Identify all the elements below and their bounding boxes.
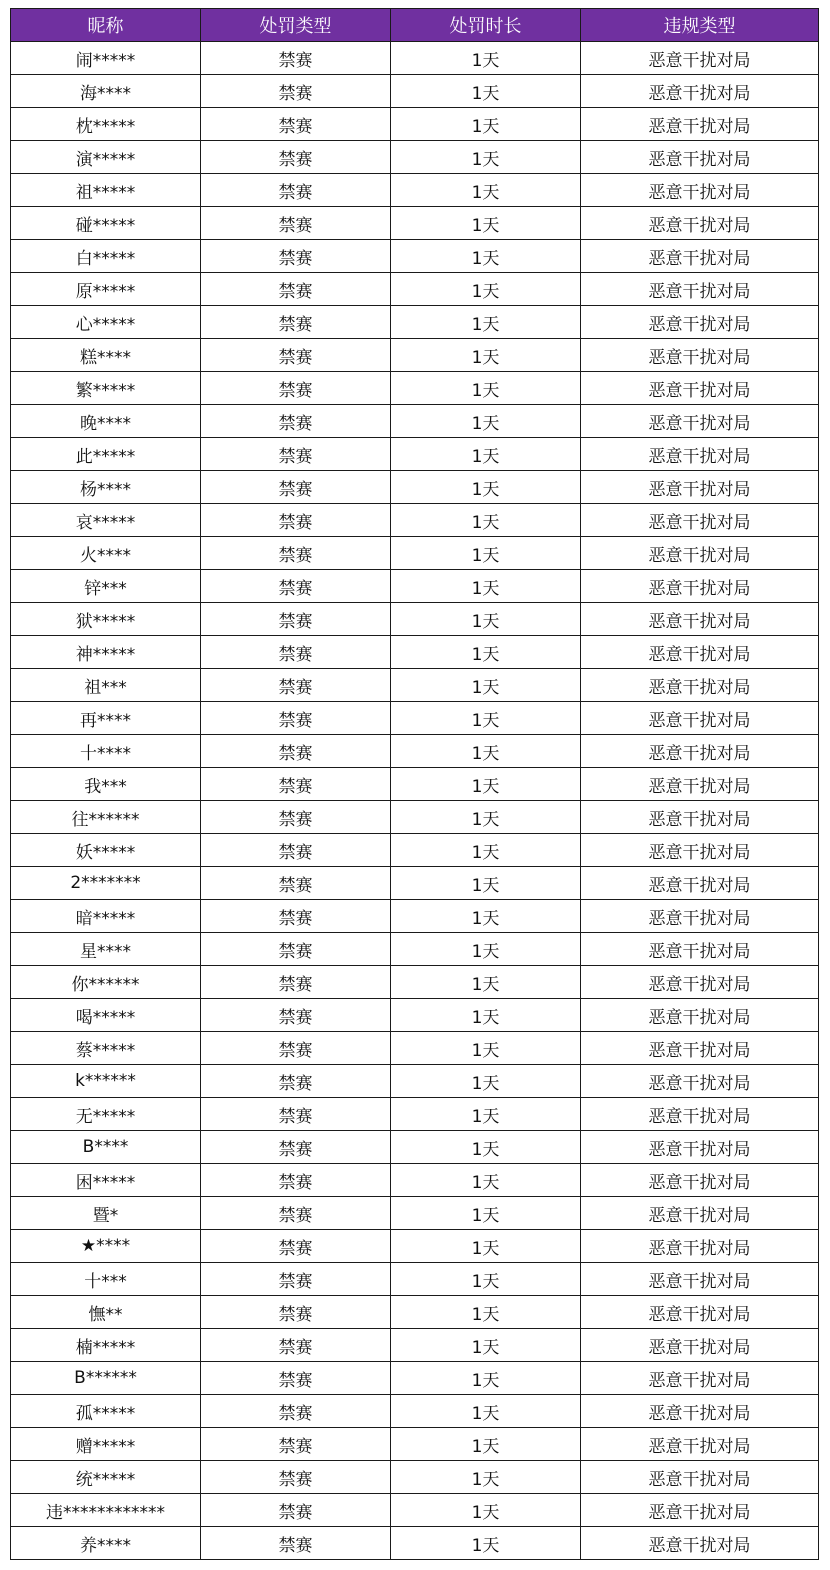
cell-penalty-type: 禁赛 (201, 405, 391, 438)
cell-violation-type: 恶意干扰对局 (581, 141, 819, 174)
table-row (11, 900, 819, 933)
cell-violation-type: 恶意干扰对局 (581, 1230, 819, 1263)
cell-nickname: 你****** (11, 966, 201, 999)
cell-nickname: 暨* (11, 1197, 201, 1230)
cell-penalty-type: 禁赛 (201, 1527, 391, 1560)
cell-violation-type: 恶意干扰对局 (581, 1032, 819, 1065)
cell-nickname: 火**** (11, 537, 201, 570)
cell-nickname: 楠***** (11, 1329, 201, 1362)
table-row (11, 1197, 819, 1230)
cell-nickname: 妖***** (11, 834, 201, 867)
table-row (11, 1395, 819, 1428)
table-row (11, 339, 819, 372)
table-row (11, 801, 819, 834)
cell-violation-type: 恶意干扰对局 (581, 900, 819, 933)
cell-penalty-type: 禁赛 (201, 867, 391, 900)
cell-nickname: 十*** (11, 1263, 201, 1296)
cell-violation-type: 恶意干扰对局 (581, 42, 819, 75)
table-row (11, 1428, 819, 1461)
table-row (11, 372, 819, 405)
cell-violation-type: 恶意干扰对局 (581, 405, 819, 438)
cell-penalty-type: 禁赛 (201, 1296, 391, 1329)
cell-penalty-type: 禁赛 (201, 1164, 391, 1197)
cell-penalty-duration: 1天 (391, 405, 581, 438)
table-row (11, 570, 819, 603)
cell-penalty-duration: 1天 (391, 1098, 581, 1131)
cell-nickname: 孤***** (11, 1395, 201, 1428)
cell-penalty-type: 禁赛 (201, 537, 391, 570)
cell-penalty-type: 禁赛 (201, 933, 391, 966)
cell-penalty-type: 禁赛 (201, 834, 391, 867)
cell-penalty-duration: 1天 (391, 933, 581, 966)
cell-penalty-type: 禁赛 (201, 603, 391, 636)
cell-penalty-duration: 1天 (391, 438, 581, 471)
table-row (11, 999, 819, 1032)
cell-penalty-type: 禁赛 (201, 1263, 391, 1296)
cell-penalty-type: 禁赛 (201, 735, 391, 768)
cell-violation-type: 恶意干扰对局 (581, 471, 819, 504)
cell-nickname: 祖***** (11, 174, 201, 207)
cell-nickname: 哀***** (11, 504, 201, 537)
cell-nickname: 我*** (11, 768, 201, 801)
cell-penalty-duration: 1天 (391, 108, 581, 141)
header-penalty-type: 处罚类型 (201, 9, 391, 42)
cell-violation-type: 恶意干扰对局 (581, 1065, 819, 1098)
table-row (11, 1296, 819, 1329)
table-row (11, 768, 819, 801)
cell-nickname: 赠***** (11, 1428, 201, 1461)
cell-penalty-type: 禁赛 (201, 999, 391, 1032)
cell-penalty-type: 禁赛 (201, 141, 391, 174)
cell-nickname: 十**** (11, 735, 201, 768)
table-row (11, 636, 819, 669)
cell-nickname: 糕**** (11, 339, 201, 372)
cell-nickname: 无***** (11, 1098, 201, 1131)
table-row (11, 834, 819, 867)
cell-penalty-type: 禁赛 (201, 1362, 391, 1395)
cell-nickname: 暗***** (11, 900, 201, 933)
cell-nickname: 枕***** (11, 108, 201, 141)
cell-penalty-type: 禁赛 (201, 1065, 391, 1098)
cell-penalty-type: 禁赛 (201, 75, 391, 108)
cell-penalty-type: 禁赛 (201, 207, 391, 240)
cell-violation-type: 恶意干扰对局 (581, 1329, 819, 1362)
cell-penalty-type: 禁赛 (201, 1395, 391, 1428)
cell-penalty-duration: 1天 (391, 75, 581, 108)
cell-penalty-type: 禁赛 (201, 372, 391, 405)
cell-violation-type: 恶意干扰对局 (581, 75, 819, 108)
cell-penalty-duration: 1天 (391, 504, 581, 537)
cell-violation-type: 恶意干扰对局 (581, 570, 819, 603)
cell-violation-type: 恶意干扰对局 (581, 702, 819, 735)
table-row (11, 471, 819, 504)
cell-violation-type: 恶意干扰对局 (581, 1296, 819, 1329)
table-row (11, 240, 819, 273)
header-nickname: 昵称 (11, 9, 201, 42)
cell-nickname: 心***** (11, 306, 201, 339)
cell-nickname: B****** (11, 1362, 201, 1395)
cell-penalty-type: 禁赛 (201, 1494, 391, 1527)
cell-nickname: 再**** (11, 702, 201, 735)
cell-nickname: 统***** (11, 1461, 201, 1494)
table-row (11, 438, 819, 471)
cell-penalty-duration: 1天 (391, 372, 581, 405)
cell-nickname: 此***** (11, 438, 201, 471)
cell-penalty-duration: 1天 (391, 1197, 581, 1230)
cell-violation-type: 恶意干扰对局 (581, 537, 819, 570)
cell-penalty-duration: 1天 (391, 1527, 581, 1560)
cell-penalty-duration: 1天 (391, 1362, 581, 1395)
cell-penalty-duration: 1天 (391, 966, 581, 999)
table-row (11, 1329, 819, 1362)
cell-violation-type: 恶意干扰对局 (581, 867, 819, 900)
table-row (11, 1362, 819, 1395)
cell-nickname: 演***** (11, 141, 201, 174)
table-row (11, 108, 819, 141)
cell-penalty-type: 禁赛 (201, 273, 391, 306)
table-header (11, 9, 819, 42)
cell-violation-type: 恶意干扰对局 (581, 603, 819, 636)
cell-penalty-type: 禁赛 (201, 339, 391, 372)
cell-nickname: 繁***** (11, 372, 201, 405)
cell-penalty-duration: 1天 (391, 1065, 581, 1098)
cell-violation-type: 恶意干扰对局 (581, 339, 819, 372)
cell-violation-type: 恶意干扰对局 (581, 1131, 819, 1164)
cell-penalty-duration: 1天 (391, 1131, 581, 1164)
cell-nickname: 原***** (11, 273, 201, 306)
cell-penalty-duration: 1天 (391, 240, 581, 273)
table-row (11, 1461, 819, 1494)
cell-penalty-duration: 1天 (391, 1263, 581, 1296)
cell-violation-type: 恶意干扰对局 (581, 966, 819, 999)
cell-penalty-type: 禁赛 (201, 570, 391, 603)
cell-nickname: 星**** (11, 933, 201, 966)
cell-nickname: k****** (11, 1065, 201, 1098)
cell-penalty-duration: 1天 (391, 702, 581, 735)
table-row (11, 603, 819, 636)
cell-violation-type: 恶意干扰对局 (581, 1263, 819, 1296)
cell-penalty-type: 禁赛 (201, 1329, 391, 1362)
cell-penalty-type: 禁赛 (201, 174, 391, 207)
table-row (11, 141, 819, 174)
table-row (11, 273, 819, 306)
cell-violation-type: 恶意干扰对局 (581, 1527, 819, 1560)
penalty-table (10, 8, 819, 1560)
cell-violation-type: 恶意干扰对局 (581, 306, 819, 339)
table-row (11, 1494, 819, 1527)
cell-nickname: ★**** (11, 1230, 201, 1263)
cell-penalty-duration: 1天 (391, 1296, 581, 1329)
cell-nickname: 蔡***** (11, 1032, 201, 1065)
cell-penalty-duration: 1天 (391, 999, 581, 1032)
cell-penalty-type: 禁赛 (201, 504, 391, 537)
cell-nickname: 锌*** (11, 570, 201, 603)
cell-penalty-duration: 1天 (391, 867, 581, 900)
cell-violation-type: 恶意干扰对局 (581, 504, 819, 537)
cell-violation-type: 恶意干扰对局 (581, 372, 819, 405)
cell-penalty-duration: 1天 (391, 1032, 581, 1065)
cell-violation-type: 恶意干扰对局 (581, 1428, 819, 1461)
table-row (11, 669, 819, 702)
cell-violation-type: 恶意干扰对局 (581, 438, 819, 471)
cell-penalty-type: 禁赛 (201, 669, 391, 702)
header-row (11, 9, 819, 42)
cell-nickname: 2******* (11, 867, 201, 900)
cell-nickname: 狱***** (11, 603, 201, 636)
table-row (11, 504, 819, 537)
cell-violation-type: 恶意干扰对局 (581, 1197, 819, 1230)
cell-violation-type: 恶意干扰对局 (581, 1164, 819, 1197)
cell-nickname: 杨**** (11, 471, 201, 504)
cell-nickname: 喝***** (11, 999, 201, 1032)
cell-penalty-type: 禁赛 (201, 240, 391, 273)
cell-nickname: 祖*** (11, 669, 201, 702)
cell-penalty-duration: 1天 (391, 570, 581, 603)
cell-nickname: 困***** (11, 1164, 201, 1197)
cell-penalty-duration: 1天 (391, 174, 581, 207)
cell-penalty-type: 禁赛 (201, 1230, 391, 1263)
cell-nickname: 憮** (11, 1296, 201, 1329)
cell-nickname: 海**** (11, 75, 201, 108)
cell-penalty-duration: 1天 (391, 900, 581, 933)
cell-penalty-duration: 1天 (391, 801, 581, 834)
cell-penalty-duration: 1天 (391, 273, 581, 306)
cell-penalty-duration: 1天 (391, 306, 581, 339)
table-row (11, 1164, 819, 1197)
cell-violation-type: 恶意干扰对局 (581, 735, 819, 768)
cell-penalty-type: 禁赛 (201, 801, 391, 834)
cell-penalty-type: 禁赛 (201, 1098, 391, 1131)
cell-penalty-duration: 1天 (391, 735, 581, 768)
cell-penalty-type: 禁赛 (201, 636, 391, 669)
table-row (11, 1032, 819, 1065)
cell-penalty-type: 禁赛 (201, 108, 391, 141)
cell-violation-type: 恶意干扰对局 (581, 768, 819, 801)
cell-penalty-type: 禁赛 (201, 966, 391, 999)
cell-violation-type: 恶意干扰对局 (581, 174, 819, 207)
table-row (11, 867, 819, 900)
cell-penalty-duration: 1天 (391, 636, 581, 669)
cell-penalty-duration: 1天 (391, 339, 581, 372)
cell-penalty-duration: 1天 (391, 603, 581, 636)
cell-penalty-type: 禁赛 (201, 702, 391, 735)
table-row (11, 207, 819, 240)
cell-violation-type: 恶意干扰对局 (581, 1395, 819, 1428)
cell-nickname: 碰***** (11, 207, 201, 240)
cell-penalty-duration: 1天 (391, 834, 581, 867)
cell-violation-type: 恶意干扰对局 (581, 240, 819, 273)
penalty-table-container (10, 8, 818, 1560)
cell-violation-type: 恶意干扰对局 (581, 1461, 819, 1494)
cell-penalty-duration: 1天 (391, 1329, 581, 1362)
cell-violation-type: 恶意干扰对局 (581, 207, 819, 240)
table-row (11, 1065, 819, 1098)
table-row (11, 306, 819, 339)
cell-violation-type: 恶意干扰对局 (581, 933, 819, 966)
cell-violation-type: 恶意干扰对局 (581, 1494, 819, 1527)
header-violation-type: 违规类型 (581, 9, 819, 42)
cell-penalty-type: 禁赛 (201, 1131, 391, 1164)
cell-penalty-type: 禁赛 (201, 42, 391, 75)
table-body (11, 42, 819, 1560)
cell-violation-type: 恶意干扰对局 (581, 834, 819, 867)
cell-penalty-duration: 1天 (391, 1494, 581, 1527)
cell-penalty-duration: 1天 (391, 471, 581, 504)
cell-penalty-duration: 1天 (391, 1461, 581, 1494)
cell-penalty-type: 禁赛 (201, 471, 391, 504)
cell-violation-type: 恶意干扰对局 (581, 108, 819, 141)
cell-penalty-type: 禁赛 (201, 768, 391, 801)
cell-nickname: B**** (11, 1131, 201, 1164)
cell-nickname: 神***** (11, 636, 201, 669)
cell-penalty-duration: 1天 (391, 141, 581, 174)
cell-penalty-duration: 1天 (391, 1230, 581, 1263)
table-row (11, 75, 819, 108)
table-row (11, 1230, 819, 1263)
table-row (11, 702, 819, 735)
cell-violation-type: 恶意干扰对局 (581, 801, 819, 834)
cell-penalty-duration: 1天 (391, 207, 581, 240)
cell-penalty-duration: 1天 (391, 669, 581, 702)
table-row (11, 1098, 819, 1131)
cell-nickname: 闹***** (11, 42, 201, 75)
cell-violation-type: 恶意干扰对局 (581, 273, 819, 306)
table-row (11, 1527, 819, 1560)
cell-penalty-duration: 1天 (391, 1164, 581, 1197)
cell-penalty-type: 禁赛 (201, 1197, 391, 1230)
table-row (11, 966, 819, 999)
cell-penalty-type: 禁赛 (201, 438, 391, 471)
cell-penalty-duration: 1天 (391, 42, 581, 75)
table-row (11, 933, 819, 966)
header-penalty-duration: 处罚时长 (391, 9, 581, 42)
cell-penalty-type: 禁赛 (201, 306, 391, 339)
cell-penalty-type: 禁赛 (201, 1461, 391, 1494)
cell-nickname: 白***** (11, 240, 201, 273)
cell-penalty-type: 禁赛 (201, 900, 391, 933)
table-row (11, 174, 819, 207)
cell-violation-type: 恶意干扰对局 (581, 669, 819, 702)
cell-penalty-duration: 1天 (391, 537, 581, 570)
cell-violation-type: 恶意干扰对局 (581, 636, 819, 669)
cell-penalty-type: 禁赛 (201, 1032, 391, 1065)
cell-violation-type: 恶意干扰对局 (581, 1362, 819, 1395)
table-row (11, 735, 819, 768)
cell-nickname: 晚**** (11, 405, 201, 438)
cell-nickname: 往****** (11, 801, 201, 834)
cell-penalty-duration: 1天 (391, 768, 581, 801)
cell-nickname: 养**** (11, 1527, 201, 1560)
cell-penalty-type: 禁赛 (201, 1428, 391, 1461)
table-row (11, 537, 819, 570)
table-row (11, 1131, 819, 1164)
table-row (11, 42, 819, 75)
cell-penalty-duration: 1天 (391, 1428, 581, 1461)
cell-violation-type: 恶意干扰对局 (581, 1098, 819, 1131)
table-row (11, 405, 819, 438)
table-row (11, 1263, 819, 1296)
cell-penalty-duration: 1天 (391, 1395, 581, 1428)
cell-violation-type: 恶意干扰对局 (581, 999, 819, 1032)
cell-nickname: 违************ (11, 1494, 201, 1527)
